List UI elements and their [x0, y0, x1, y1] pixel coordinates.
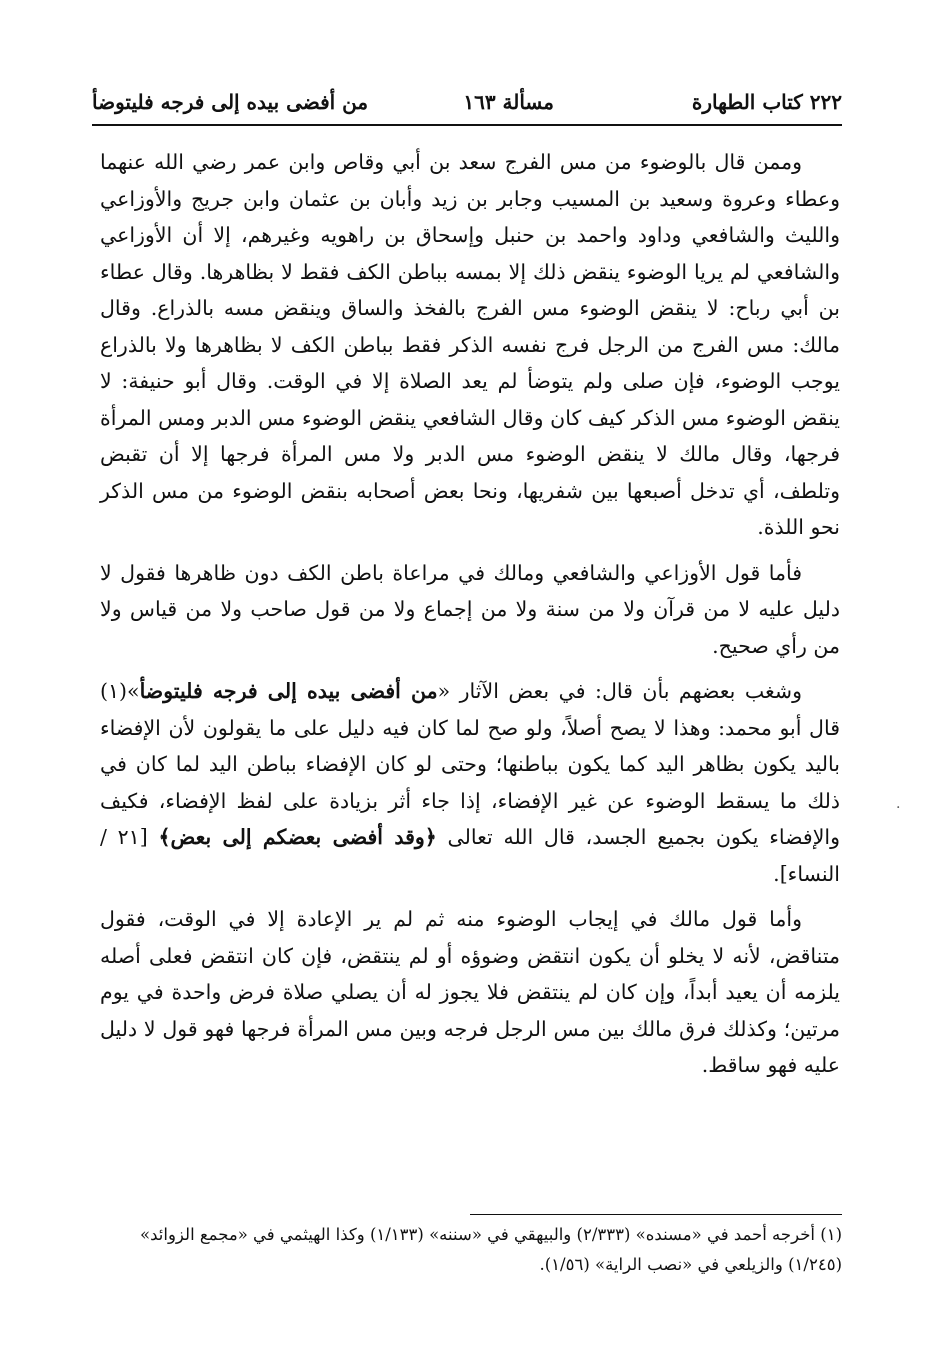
- page-number-chapter: ٢٢٢ كتاب الطهارة: [691, 90, 842, 114]
- footnote-line-1: (١) أخرجه أحمد في «مسنده» (٢/٣٣٣) والبيهقي في «سننه» (١/١٣٣) وكذا الهيثمي في «مجمع الزوائد»: [140, 1225, 842, 1244]
- footnote-line-2: (١/٢٤٥) والزيلعي في «نصب الراية» (١/٥٦).: [539, 1255, 842, 1274]
- quran-verse: ﴿وقد أفضى بعضكم إلى بعض﴾: [158, 825, 437, 849]
- footnotes: [96, 1220, 842, 1280]
- footnote-reference: »(١): [100, 679, 140, 703]
- section-topic: من أفضى بيده إلى فرجه فليتوضأ: [92, 90, 369, 114]
- main-text: [100, 144, 840, 1093]
- hadith-quote: من أفضى بيده إلى فرجه فليتوضأ: [139, 679, 438, 703]
- issue-number: مسألة ١٦٣: [463, 90, 554, 114]
- paragraph-4: وأما قول مالك في إيجاب الوضوء منه ثم لم ير الإعادة إلا في الوقت، فقول متناقض، لأنه لا يخلو أن يكون انتقض وضوؤه أو لم ينتقض، فإن كان انتقض فعلى أصله يلزمه أن يعيد أبداً، وإن كان لم ينتقض فلا يجوز له أن يصلي صلاة فرض واحدة في يوم مرتين؛ وكذلك فرق مالك بين مس الرجل فرجه وبين مس المرأة فرجها فهو قول لا دليل عليه فهو ساقط.: [100, 907, 840, 1077]
- paragraph-3-intro: وشغب بعضهم بأن قال: في بعض الآثار «: [437, 679, 802, 703]
- footnote-separator: [470, 1214, 842, 1215]
- margin-mark: .: [896, 796, 901, 812]
- verse-citation: [٢١ / النساء].: [100, 825, 840, 886]
- paragraph-3: [100, 673, 840, 892]
- running-header: [92, 84, 842, 126]
- paragraph-2: فأما قول الأوزاعي والشافعي ومالك في مراعاة باطن الكف دون ظاهرها فقول لا دليل عليه لا من قرآن ولا من سنة ولا من إجماع ولا من قول صاحب ولا من قياس ولا من رأي صحيح.: [100, 560, 840, 658]
- paragraph-3-body: قال أبو محمد: وهذا لا يصح أصلاً، ولو صح لما كان فيه دليل على ما يقولون لأن الإفضاء باليد يكون بظاهر اليد كما يكون بباطنها؛ وحتى لو كان الإفضاء بباطن اليد لما كان في ذلك ما يسقط الوضوء عن غير الإفضاء، إذا جاء أثر بزيادة على لفظ الإفضاء، فكيف والإفضاء يكون بجميع الجسد، قال الله تعالى: [100, 715, 840, 849]
- paragraph-1: وممن قال بالوضوء من مس الفرج سعد بن أبي وقاص وابن عمر رضي الله عنهما وعطاء وعروة وسعيد بن المسيب وجابر بن زيد وأبان بن عثمان وابن جريج والأوزاعي والليث والشافعي وداود واحمد بن حنبل وإسحاق بن راهويه وغيرهم، إلا أن الأوزاعي والشافعي لم يريا الوضوء ينقض ذلك إلا بمسه بباطن الكف فقط لا بظاهرها. وقال عطاء بن أبي رباح: لا ينقض الوضوء مس الفرج بالفخذ والساق وينقض مسه بالذراع. وقال مالك: مس الفرج من الرجل فرج نفسه الذكر فقط بباطن الكف لا بظاهرها ولا بالذراع يوجب الوضوء، فإن صلى ولم يتوضأ لم يعد الصلاة إلا في الوقت. وقال أبو حنيفة: لا ينقض الوضوء مس الذكر كيف كان وقال الشافعي ينقض الوضوء مس الدبر ومس المرأة فرجها، وقال مالك لا ينقض الوضوء مس الدبر ولا مس المرأة فرجها إلا أن تقبض وتلطف، أي تدخل أصبعها بين شفريها، ونحا بعض أصحابه بنقض الوضوء من مس الذكر نحو اللذة.: [100, 150, 841, 539]
